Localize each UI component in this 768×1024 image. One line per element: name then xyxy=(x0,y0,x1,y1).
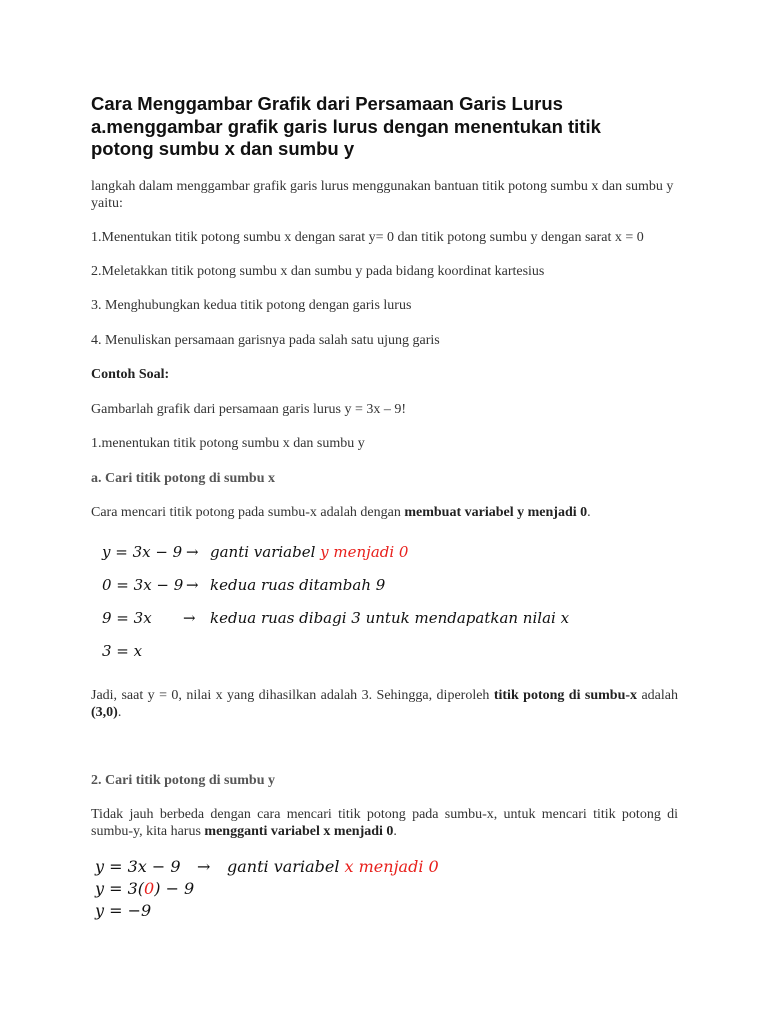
conclusion-bold: titik potong di sumbu-x xyxy=(493,688,638,703)
math-b-note-1 xyxy=(227,857,439,876)
math-b-note-1-text: ganti variabel xyxy=(227,857,345,876)
conclusion-before: Jadi, saat y = 0, nilai x yang dihasilkan adalah 3. Sehingga, diperoleh xyxy=(91,688,494,703)
step-2: 2.Meletakkan titik potong sumbu x dan sumbu y pada bidang koordinat kartesius xyxy=(91,264,545,279)
example-question: Gambarlah grafik dari persamaan garis lurus y = 3x – 9! xyxy=(91,402,407,417)
math-a-eq-2: 0 = 3x − 9 xyxy=(102,576,184,594)
math-b-eq-2-post: ) − 9 xyxy=(154,879,195,898)
math-b-eq-2 xyxy=(95,879,194,898)
math-b-eq-1: y = 3x − 9 xyxy=(95,857,181,876)
section-b-text-after: . xyxy=(393,823,397,839)
math-b-arrow-1: → xyxy=(197,857,211,876)
math-b-note-1-red: x menjadi 0 xyxy=(344,857,439,876)
math-a-note-1 xyxy=(210,543,408,561)
section-a-heading: a. Cari titik potong di sumbu x xyxy=(91,471,275,486)
section-b-heading: 2. Cari titik potong di sumbu y xyxy=(91,773,275,788)
section-a-text xyxy=(91,505,678,522)
section-a-text-after: . xyxy=(587,505,591,520)
step1-label: 1.menentukan titik potong sumbu x dan sumbu y xyxy=(91,436,365,451)
math-b-eq-2-red: 0 xyxy=(144,879,155,898)
title-line-2: a.menggambar grafik garis lurus dengan menentukan titik xyxy=(91,115,601,137)
conclusion-point: (3,0) xyxy=(91,704,118,720)
title-line-1: Cara Menggambar Grafik dari Persamaan Garis Lurus xyxy=(91,93,563,114)
math-a-note-2: kedua ruas ditambah 9 xyxy=(210,576,386,594)
step-3: 3. Menghubungkan kedua titik potong dengan garis lurus xyxy=(91,298,412,313)
math-a-note-1-red: y menjadi 0 xyxy=(320,543,409,561)
math-b-eq-2-pre: y = 3( xyxy=(95,879,145,898)
section-a-conclusion xyxy=(91,688,678,721)
math-b-eq-3: y = −9 xyxy=(95,901,152,920)
title-line-3: potong sumbu x dan sumbu y xyxy=(91,138,355,159)
math-a-eq-4: 3 = x xyxy=(102,642,143,660)
document-title xyxy=(91,93,691,161)
section-b-text xyxy=(91,807,678,840)
math-a-eq-1: y = 3x − 9 xyxy=(102,543,183,561)
example-heading: Contoh Soal: xyxy=(91,367,170,382)
conclusion-after: . xyxy=(117,704,122,720)
math-a-note-1-text: ganti variabel xyxy=(210,543,321,561)
step-4: 4. Menuliskan persamaan garisnya pada salah satu ujung garis xyxy=(91,333,440,348)
math-a-arrow-1: → xyxy=(186,543,199,561)
section-a-text-before: Cara mencari titik potong pada sumbu-x adalah dengan xyxy=(91,505,405,520)
math-a-arrow-2: → xyxy=(186,576,199,594)
math-a-eq-3: 9 = 3x xyxy=(102,609,152,627)
math-a-arrow-3: → xyxy=(183,609,196,627)
intro-paragraph: langkah dalam menggambar grafik garis lurus menggunakan bantuan titik potong sumbu x dan sumbu y yaitu: xyxy=(91,179,674,211)
math-a-note-3: kedua ruas dibagi 3 untuk mendapatkan nilai x xyxy=(210,609,570,627)
section-b-text-bold: mengganti variabel x menjadi 0 xyxy=(204,823,394,839)
section-b-text-before: Tidak jauh berbeda dengan cara mencari titik potong pada sumbu-x, untuk mencari titik potong di sumbu-y, kita harus xyxy=(91,807,678,839)
conclusion-mid: adalah xyxy=(637,688,678,703)
section-a-text-bold: membuat variabel y menjadi 0 xyxy=(404,505,588,520)
step-1: 1.Menentukan titik potong sumbu x dengan sarat y= 0 dan titik potong sumbu y dengan sarat x = 0 xyxy=(91,230,644,245)
